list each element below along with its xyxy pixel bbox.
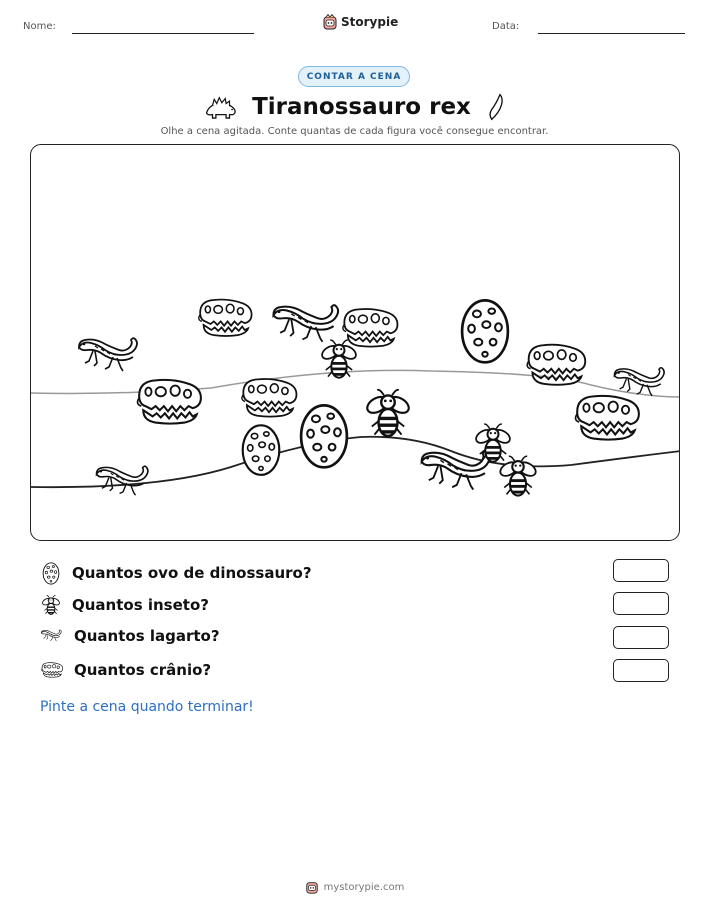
answer-box-lizards[interactable] [613, 626, 669, 649]
lizard-icon [40, 627, 64, 645]
question-eggs [40, 561, 312, 585]
dino-tooth-icon [485, 93, 505, 121]
question-text: Quantos lagarto? [74, 627, 220, 645]
egg-1 [462, 300, 508, 362]
far-hill-line [31, 370, 680, 397]
question-text: Quantos ovo de dinossauro? [72, 564, 312, 582]
question-text: Quantos inseto? [72, 596, 209, 614]
date-field[interactable] [538, 33, 685, 34]
egg-3 [243, 425, 280, 475]
date-label: Data: [492, 21, 520, 32]
bee-2 [364, 390, 411, 436]
skull-3 [138, 380, 201, 424]
bee-3 [474, 424, 512, 462]
skull-icon [40, 660, 64, 680]
answer-box-bees[interactable] [613, 592, 669, 615]
lizard-1 [79, 338, 137, 371]
storypie-logo [322, 14, 398, 30]
answer-box-eggs[interactable] [613, 559, 669, 582]
activity-badge: CONTAR A CENA [298, 66, 410, 87]
page-title: Tiranossauro rex [252, 94, 471, 120]
name-field[interactable] [72, 33, 254, 34]
counting-scene [30, 144, 680, 541]
storypie-mascot-icon [322, 14, 338, 30]
question-lizards [40, 627, 220, 645]
stegosaurus-icon [204, 94, 238, 120]
question-bees [40, 594, 209, 616]
footer [0, 880, 709, 894]
egg-icon [40, 561, 62, 585]
skull-5 [527, 345, 585, 385]
footer-url: mystorypie.com [323, 881, 405, 893]
answer-box-skulls[interactable] [613, 659, 669, 682]
skull-6 [576, 396, 639, 440]
bee-icon [40, 594, 62, 616]
title-row [0, 90, 709, 124]
egg-2 [301, 405, 347, 467]
skull-1 [199, 300, 252, 336]
skull-2 [343, 309, 398, 347]
question-text: Quantos crânio? [74, 661, 212, 679]
coloring-note: Pinte a cena quando terminar! [40, 699, 254, 715]
bee-4 [498, 456, 538, 495]
lizard-4 [97, 466, 148, 495]
lizard-2 [273, 305, 338, 342]
lizard-5 [422, 451, 490, 489]
brand-name: Storypie [341, 15, 399, 29]
scene-artwork [31, 145, 680, 541]
storypie-mascot-icon [305, 880, 319, 894]
name-label: Nome: [23, 21, 56, 32]
question-skulls [40, 660, 211, 680]
instructions: Olhe a cena agitada. Conte quantas de cada figura você consegue encontrar. [160, 126, 549, 137]
skull-4 [242, 379, 297, 417]
